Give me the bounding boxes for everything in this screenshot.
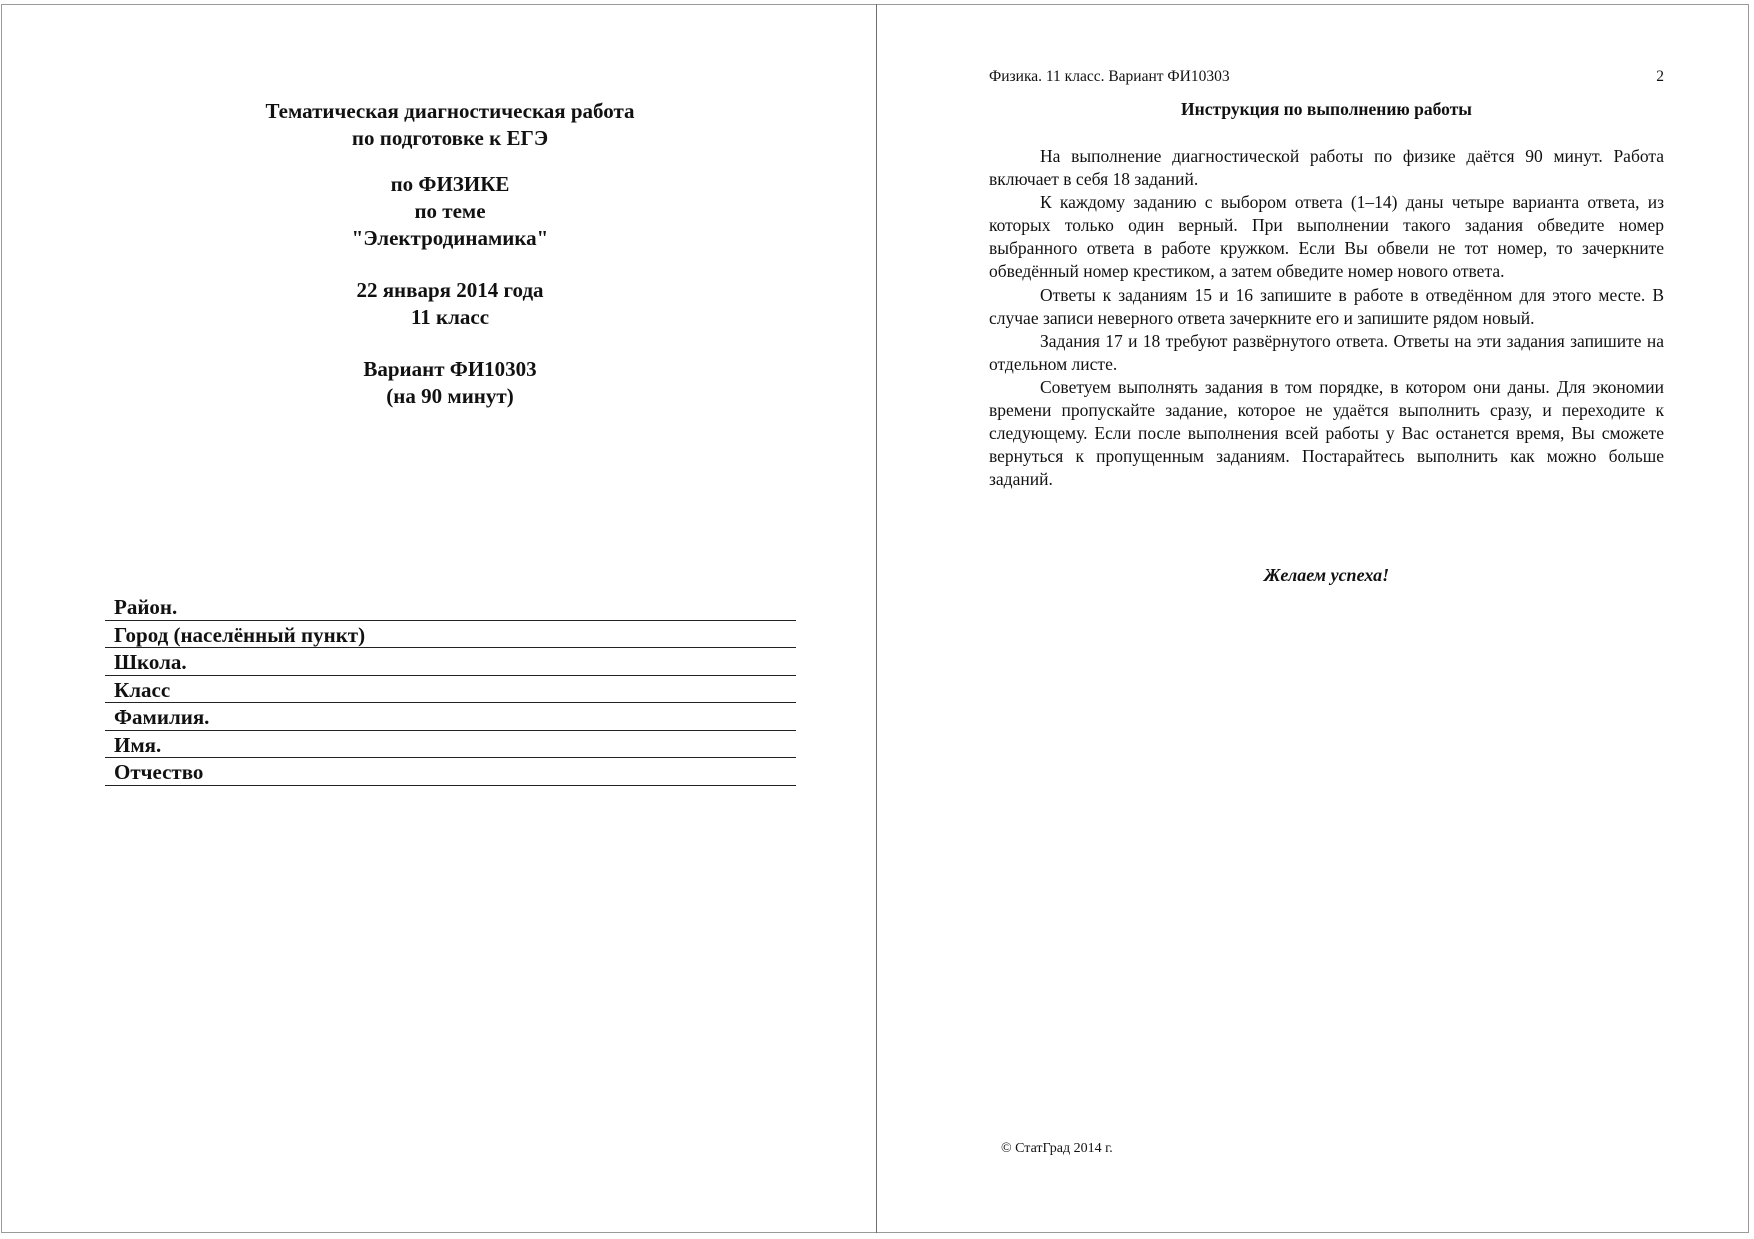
cover-page bbox=[2, 4, 876, 1233]
cover-topic-line: "Электродинамика" bbox=[351, 226, 549, 250]
cover-duration-line: (на 90 минут) bbox=[386, 384, 514, 408]
instruction-paragraph: К каждому заданию с выбором ответа (1–14) даны четыре варианта ответа, из которых только один верный. При выполнении такого задания обведите номер выбранного ответа в работе кружком. Если Вы обвели не тот номер, то зачеркните обведённый номер крестиком, а затем обведите номер нового ответа. bbox=[989, 192, 1664, 282]
form-field-surname[interactable]: Фамилия. bbox=[105, 703, 796, 731]
form-field-name[interactable]: Имя. bbox=[105, 731, 796, 759]
instruction-paragraph: Советуем выполнять задания в том порядке, в котором они даны. Для экономии времени пропускайте задание, которое не удаётся выполнить сразу, и переходите к следующему. Если после выполнения всей работы у Вас останется время, Вы сможете вернуться к пропущенным заданиям. Постарайтесь выполнить как можно больше заданий. bbox=[989, 376, 1664, 490]
cover-title-line: Тематическая диагностическая работа bbox=[265, 99, 635, 123]
cover-date-line: 22 января 2014 года bbox=[356, 278, 544, 302]
instructions-body bbox=[989, 145, 1664, 491]
instruction-paragraph: На выполнение диагностической работы по физике даётся 90 минут. Работа включает в себя 18 заданий. bbox=[989, 146, 1664, 190]
form-field-class[interactable]: Класс bbox=[105, 676, 796, 704]
instruction-paragraph: Задания 17 и 18 требуют развёрнутого ответа. Ответы на эти задания запишите на отдельном листе. bbox=[989, 330, 1664, 374]
instruction-paragraph: Ответы к заданиям 15 и 16 запишите в работе в отведённом для этого месте. В случае записи неверного ответа зачеркните его и запишите рядом новый. bbox=[989, 284, 1664, 328]
form-field-patronymic[interactable]: Отчество bbox=[105, 758, 796, 786]
cover-grade-line: 11 класс bbox=[410, 305, 490, 329]
page-number: 2 bbox=[1656, 68, 1664, 85]
closing-wish: Желаем успеха! bbox=[1263, 565, 1390, 585]
cover-date bbox=[2, 277, 898, 331]
student-info-form bbox=[105, 593, 796, 786]
instructions-title: Инструкция по выполнению работы bbox=[1181, 99, 1472, 119]
running-head-text: Физика. 11 класс. Вариант ФИ10303 bbox=[989, 68, 1230, 85]
cover-variant-line: Вариант ФИ10303 bbox=[363, 357, 537, 381]
form-field-city[interactable]: Город (населённый пункт) bbox=[105, 621, 796, 649]
cover-title-line: по подготовке к ЕГЭ bbox=[351, 126, 549, 150]
cover-subject bbox=[2, 171, 898, 252]
instructions-page bbox=[877, 4, 1749, 1233]
running-header bbox=[989, 68, 1664, 86]
cover-variant bbox=[2, 356, 898, 410]
cover-subject-line: по теме bbox=[414, 199, 486, 223]
form-field-district[interactable]: Район. bbox=[105, 593, 796, 621]
copyright-footer: © СтатГрад 2014 г. bbox=[1001, 1141, 1113, 1156]
form-field-school[interactable]: Школа. bbox=[105, 648, 796, 676]
cover-title bbox=[2, 98, 898, 152]
cover-subject-line: по ФИЗИКЕ bbox=[390, 172, 510, 196]
